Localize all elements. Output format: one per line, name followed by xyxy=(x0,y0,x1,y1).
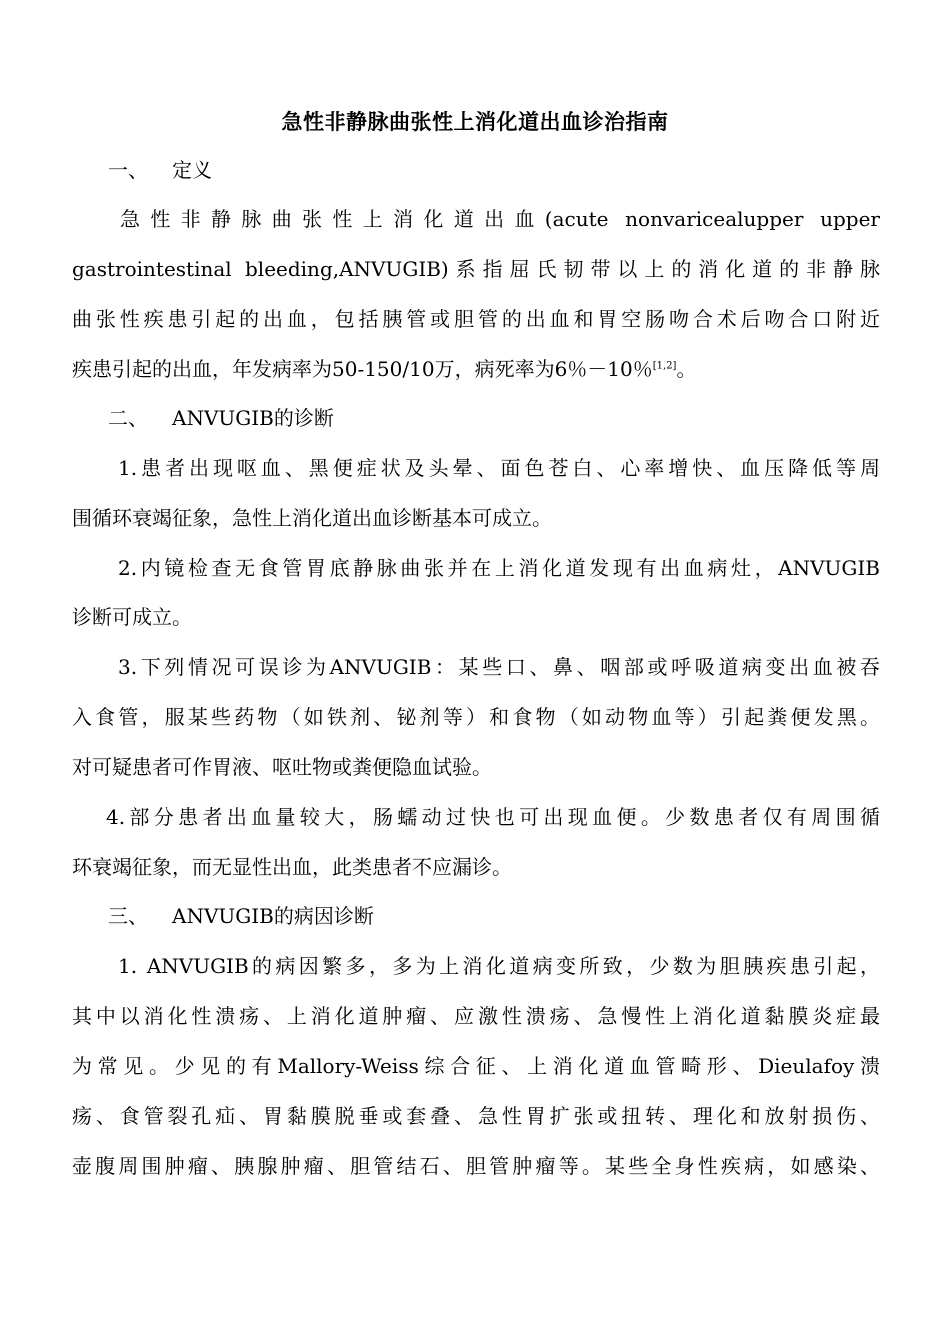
document-title: 急性非静脉曲张性上消化道出血诊治指南 xyxy=(281,110,669,134)
section-heading-diagnosis xyxy=(108,402,334,434)
section-heading-text: ANVUGIB的诊断 xyxy=(172,406,334,430)
section-number: 三、 xyxy=(108,904,148,928)
paragraph-line: 围循环衰竭征象，急性上消化道出血诊断基本可成立。 xyxy=(72,506,552,530)
paragraph-line: 1.患者出现呕血、黑便症状及头晕、面色苍白、心率增快、血压降低等周 xyxy=(118,456,880,480)
paragraph-line: 环衰竭征象，而无显性出血，此类患者不应漏诊。 xyxy=(72,855,512,879)
paragraph-text: 疾患引起的出血，年发病率为50-150/10万，病死率为6％－10％ xyxy=(72,357,653,381)
section-number: 二、 xyxy=(108,406,148,430)
paragraph-line: 急性非静脉曲张性上消化道出血(acute nonvaricealupper upper xyxy=(120,207,880,231)
paragraph-line: 诊断可成立。 xyxy=(72,605,192,629)
paragraph-line: 1. ANVUGIB的病因繁多，多为上消化道病变所致，少数为胆胰疾患引起， xyxy=(118,954,880,978)
section-heading-definition xyxy=(108,154,212,186)
paragraph-line: 疡、食管裂孔疝、胃黏膜脱垂或套叠、急性胃扩张或扭转、理化和放射损伤、 xyxy=(72,1104,880,1128)
paragraph-line: 壶腹周围肿瘤、胰腺肿瘤、胆管结石、胆管肿瘤等。某些全身性疾病，如感染、 xyxy=(72,1154,880,1178)
paragraph-line: 对可疑患者可作胃液、呕吐物或粪便隐血试验。 xyxy=(72,755,492,779)
paragraph-line: 入食管，服某些药物（如铁剂、铋剂等）和食物（如动物血等）引起粪便发黑。 xyxy=(72,705,880,729)
paragraph-line: 为常见。少见的有Mallory-Weiss综合征、上消化道血管畸形、Dieulafoy溃 xyxy=(72,1054,880,1078)
paragraph-line: 曲张性疾患引起的出血，包括胰管或胆管的出血和胃空肠吻合术后吻合口附近 xyxy=(72,307,880,331)
citation-reference: [1,2] xyxy=(652,360,677,372)
paragraph-line: 2.内镜检查无食管胃底静脉曲张并在上消化道发现有出血病灶，ANVUGIB xyxy=(118,556,880,580)
paragraph-ending: 。 xyxy=(676,357,697,381)
section-heading-text: ANVUGIB的病因诊断 xyxy=(172,904,374,928)
section-heading-etiology xyxy=(108,900,374,932)
paragraph-line: 其中以消化性溃疡、上消化道肿瘤、应激性溃疡、急慢性上消化道黏膜炎症最 xyxy=(72,1004,880,1028)
section-number: 一、 xyxy=(108,158,148,182)
paragraph-line-with-citation xyxy=(72,353,880,385)
paragraph-line: 4.部分患者出血量较大，肠蠕动过快也可出现血便。少数患者仅有周围循 xyxy=(106,805,880,829)
paragraph-line: gastrointestinal bleeding,ANVUGIB)系指屈氏韧带以上的消化道的非静脉 xyxy=(72,257,880,281)
section-heading-text: 定义 xyxy=(172,158,212,182)
paragraph-line: 3.下列情况可误诊为ANVUGIB：某些口、鼻、咽部或呼吸道病变出血被吞 xyxy=(118,655,880,679)
